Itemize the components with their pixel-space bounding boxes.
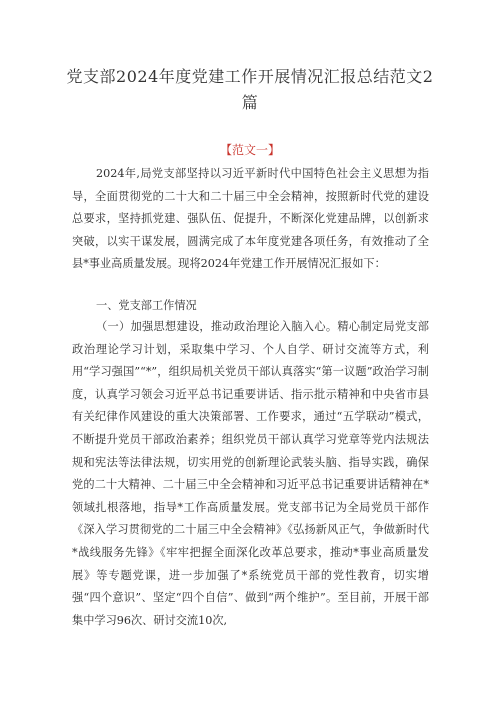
document-title: 党支部2024年度党建工作开展情况汇报总结范文2篇 xyxy=(66,67,434,112)
section-heading: 一、党支部工作情况 xyxy=(96,299,197,312)
sample-label: 【范文一】 xyxy=(219,143,280,157)
section-paragraph: （一）加强思想建设，推动政治理论入脑入心。精心制定局党支部政治理论学习计划，采取集中学习、个人自学、研讨交流等方式，利用“学习强国”“*”，组织局机关党员干部认真落实“第一议题”政治学习制度，认真学习领会习近平总书记重要讲话、指示批示精神和中央省市县有关纪律作风建设的重大决策部署、工作要求，通过“五学联动”模式，不断提升党员干部政治素养；组织党员干部认真学习党章等党内法规法规和宪法等法律法规，切实用党的创新理论武装头脑、指导实践，确保党的二十大精神、二十届三中全会精神和习近平总书记重要讲话精神在*领域扎根落地，指导*工作高质量发展。党支部书记为全局党员干部作《深入学习贯彻党的二十届三中全会精神》《弘扬新风正气，争做新时代*战线服务先锋》《牢牢把握全面深化改革总要求，推动*事业高质量发展》等专题党课，进一步加强了*系统党员干部的党性教育，切实增强“四个意识”、坚定“四个自信”、做到“两个维护”。至目前，开展干部集中学习96次、研讨交流10次, xyxy=(72,320,429,627)
intro-paragraph: 2024年,局党支部坚持以习近平新时代中国特色社会主义思想为指导，全面贯彻党的二十大和二十届三中全会精神，按照新时代党的建设总要求，坚持抓党建、强队伍、促提升，不断深化党建品牌，以创新求突破，以实干谋发展，圆满完成了本年度党建各项任务，有效推动了全县*事业高质量发展。现将2024年党建工作开展情况汇报如下： xyxy=(72,167,429,271)
